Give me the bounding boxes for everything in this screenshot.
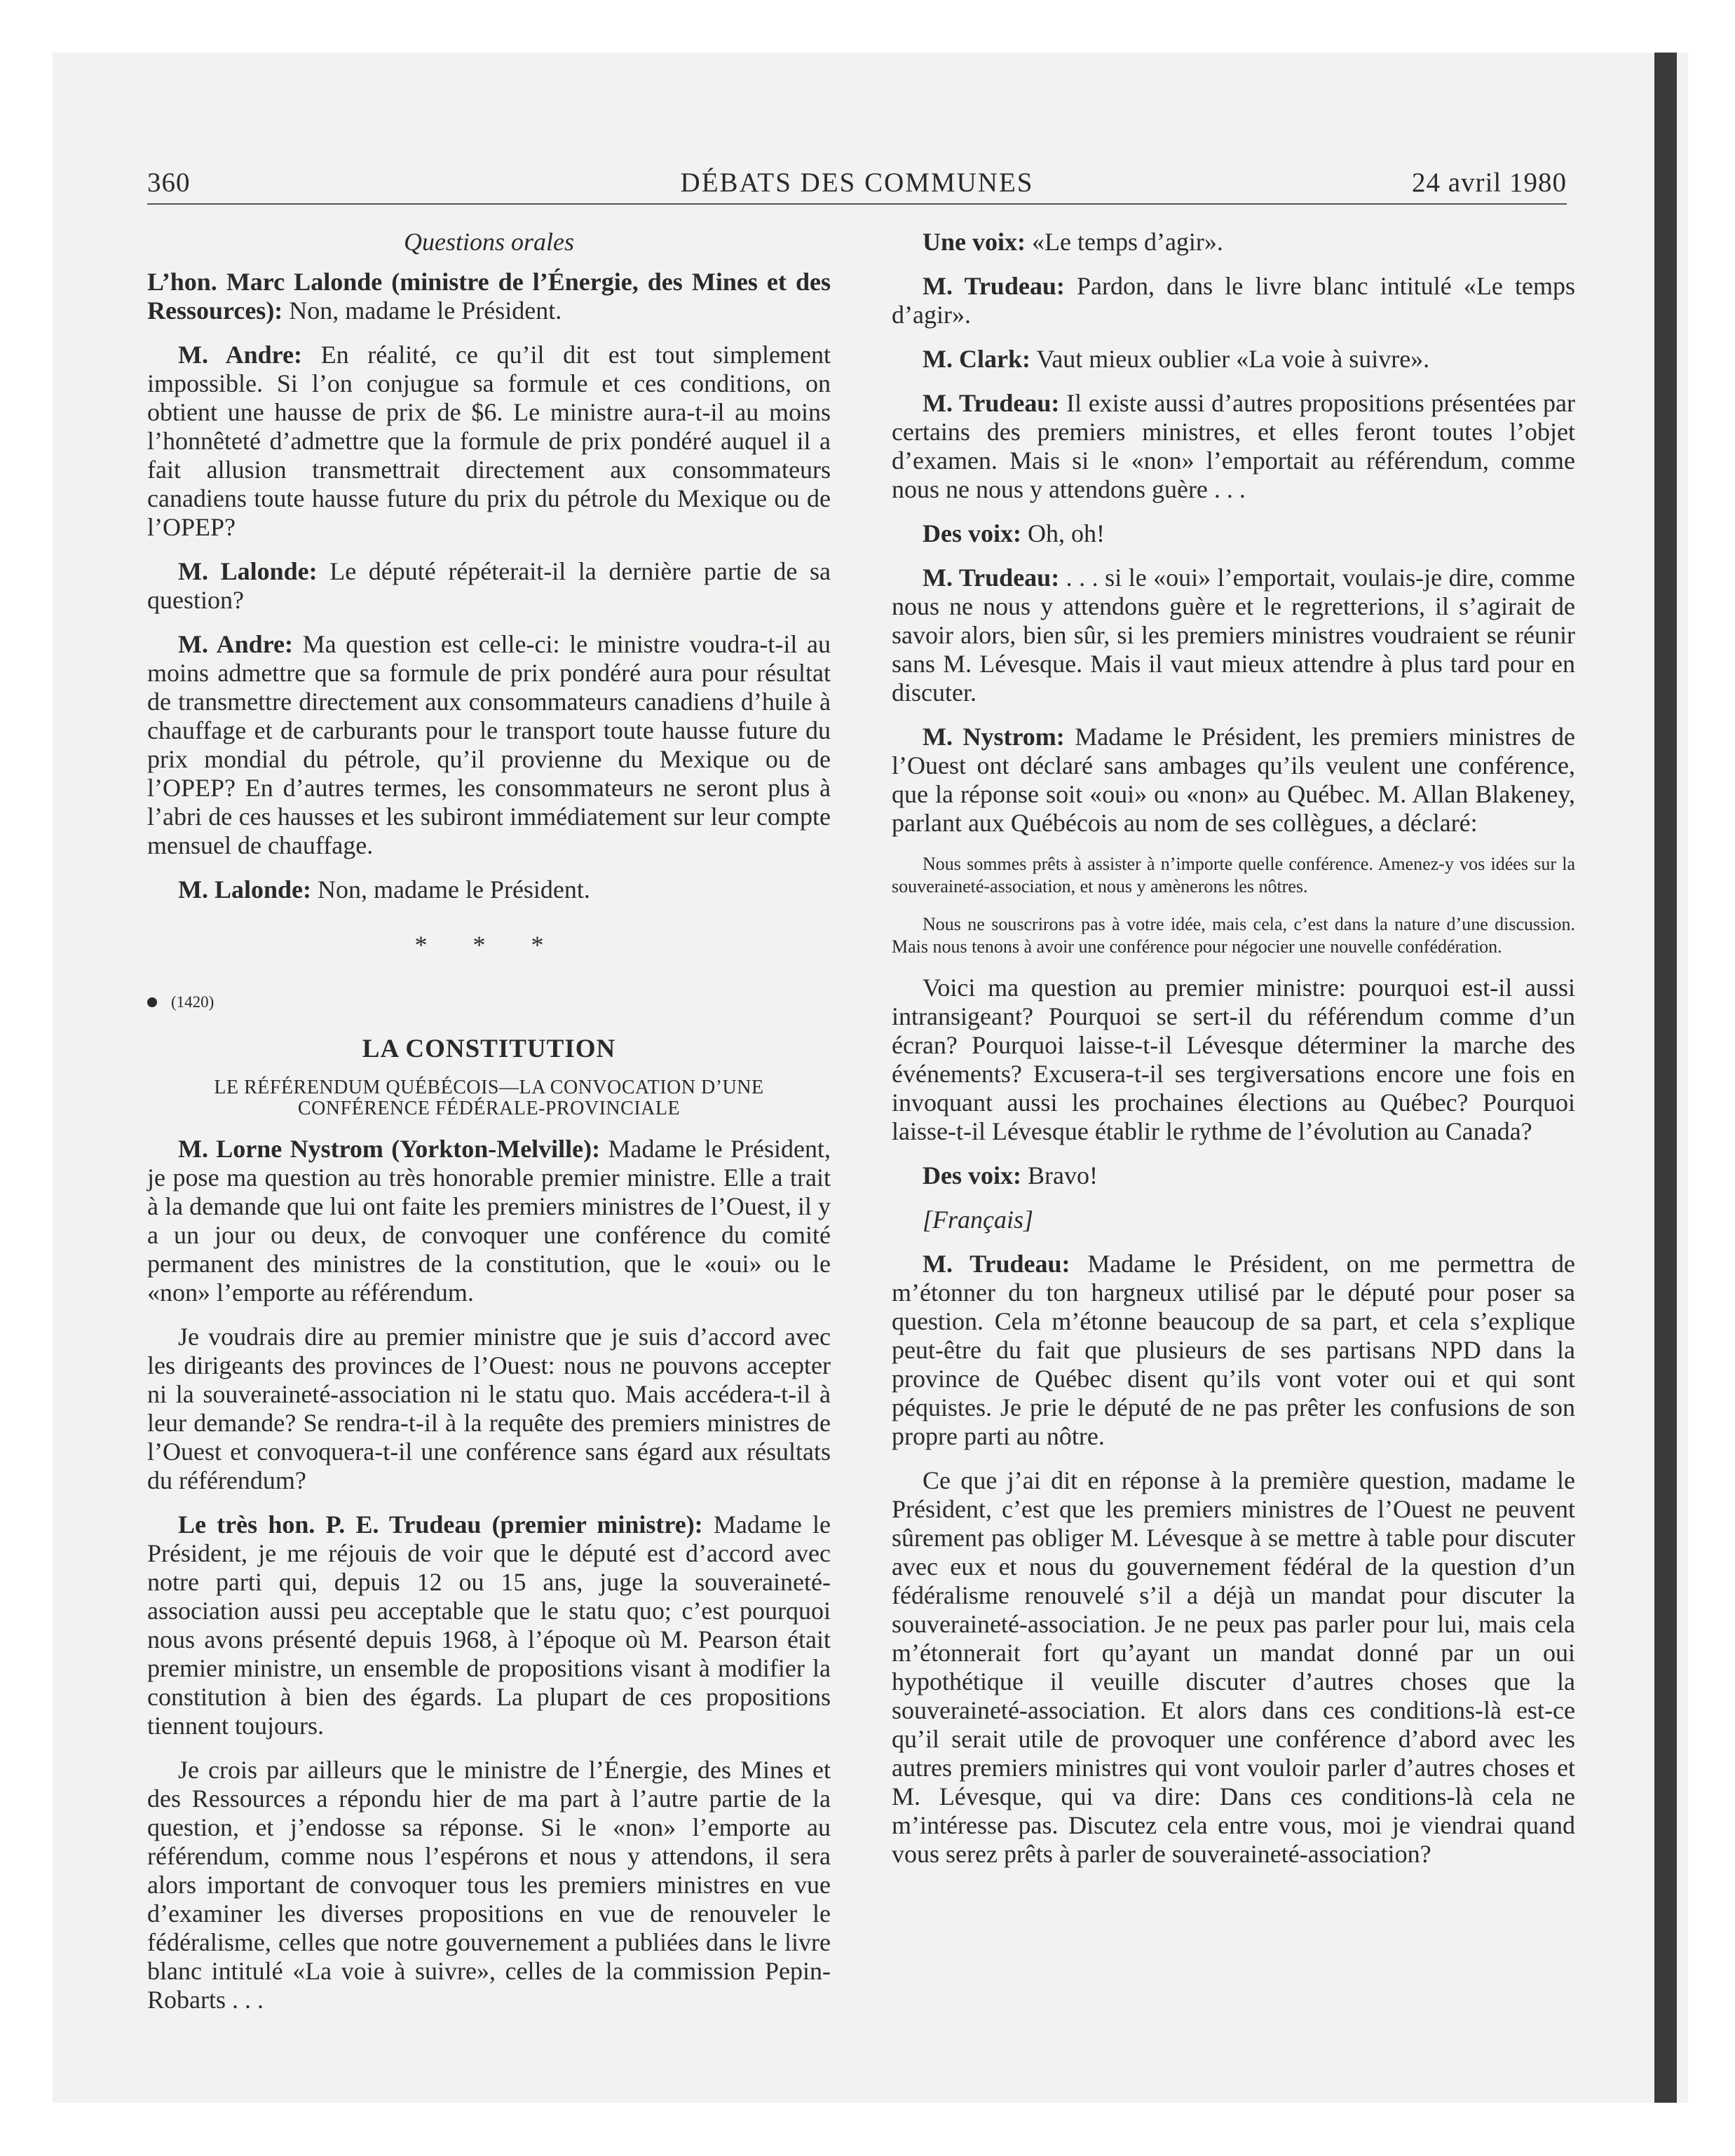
paragraph: Voici ma question au premier ministre: pourquoi est-il aussi intransigeant? Pourquoi se sert-il du référendum comme d’un écran? Pourquoi laisse-t-il Lévesque déterminer la marche des événements? Excusera-t-il ses tergiversations encore une fois en invoquant aussi les prochaines élections au Québec? Pourquoi laisse-t-il Lévesque établir le rythme de l’évolution au Canada? [892,974,1575,1145]
speaker-name: M. Trudeau: [923,1250,1070,1278]
paragraph [892,564,1575,707]
paragraph [147,341,831,542]
speech-text: Vaut mieux oublier «La voie à suivre». [1030,345,1430,373]
speech-text: Madame le Président, je me réjouis de voir que le député est d’accord avec notre parti qui, depuis 12 ou 15 ans, juge la souveraineté-association aussi peu acceptable que le statu quo; c’est pourquoi nous avons présenté depuis 1968, à l’époque où M. Pearson était premier ministre, un ensemble de propositions visant à modifier la constitution à bien des égards. La plupart de ces propositions tiennent toujours. [147,1510,831,1740]
speech-text: Non, madame le Président. [311,875,590,903]
speaker-name: M. Trudeau: [923,564,1060,592]
right-column [892,228,1575,1884]
paragraph [892,519,1575,548]
speaker-name: M. Andre: [178,341,302,369]
section-separator: * * * [414,931,564,959]
speaker-name: M. Clark: [923,345,1030,373]
page-date: 24 avril 1980 [1412,168,1567,198]
paragraph [892,1161,1575,1190]
paragraph: Je voudrais dire au premier ministre que je suis d’accord avec les dirigeants des provinces de l’Ouest: nous ne pouvons accepter ni la souveraineté-association ni le statu quo. Mais accédera-t-il à leur demande? Se rendra-t-il à la requête des premiers ministres de l’Ouest et convoquera-t-il une conférence sans égard aux résultats du référendum? [147,1323,831,1494]
block-quote: Nous sommes prêts à assister à n’importe quelle conférence. Amenez-y vos idées sur la souveraineté-association, et nous y amènerons les nôtres. [892,854,1575,896]
speaker-name: Des voix: [923,1161,1021,1189]
paragraph [147,1135,831,1307]
paragraph [147,630,831,860]
speech-text: Madame le Président, les premiers ministres de l’Ouest ont déclaré sans ambages qu’ils veulent une conférence, que la réponse soit «oui» ou «non» au Québec. M. Allan Blakeney, parlant aux Québécois au nom de ses collègues, a déclaré: [892,723,1575,837]
speech-text: Pardon, dans le livre blanc intitulé «Le temps d’agir». [892,272,1575,329]
paragraph [892,723,1575,838]
paragraph [892,389,1575,504]
paragraph [892,228,1575,257]
speaker-name: M. Trudeau: [923,389,1060,417]
speech-text: En réalité, ce qu’il dit est tout simplement impossible. Si l’on conjugue sa formule et ces conditions, on obtient une hausse de prix de $6. Le ministre aura-t-il au moins l’honnêteté d’admettre que la formule de prix pondéré auquel il a fait allusion transmettrait directement aux consommateurs canadiens toute hausse future du prix du pétrole du Mexique ou de l’OPEP? [147,341,831,541]
speaker-name: M. Lalonde: [178,557,318,585]
paragraph [892,272,1575,329]
speaker-name: M. Lalonde: [178,875,312,903]
paragraph [147,557,831,615]
paragraph [892,1250,1575,1451]
section-title: Questions orales [404,228,574,256]
speech-text: Il existe aussi d’autres propositions présentées par certains des premiers ministres, et elles feront toutes l’objet d’examen. Mais si le «non» l’emportait au référendum, comme nous ne nous y attendons guère . . . [892,389,1575,503]
speech-text: Le député répéterait-il la dernière partie de sa question? [147,557,831,614]
page-number: 360 [147,168,191,198]
topic-subheading: LE RÉFÉRENDUM QUÉBÉCOIS—LA CONVOCATION D’UNE CONFÉRENCE FÉDÉRALE-PROVINCIALE [214,1077,764,1119]
paragraph: Ce que j’ai dit en réponse à la première question, madame le Président, c’est que les premiers ministres de l’Ouest ne peuvent sûrement pas obliger M. Lévesque à se mettre à table pour discuter avec eux et nous du gouvernement fédéral de la question d’un fédéralisme renouvelé s’il a déjà un mandat pour discuter la souveraineté-association. Je ne peux pas parler pour lui, mais cela m’étonnerait fort qu’ayant un mandat donné par un oui hypothétique il veuille discuter d’autres choses que la souveraineté-association. Et alors dans ces conditions-là est-ce qu’il serait utile de provoquer une conférence d’abord avec les autres premiers ministres qui vont vouloir parler d’autres choses et M. Lévesque, qui va dire: Dans ces conditions-là cela ne m’intéresse pas. Discutez cela entre vous, moi je viendrai quand vous serez prêts à parler de souveraineté-association? [892,1466,1575,1868]
left-column [147,228,831,2030]
speaker-name: M. Trudeau: [923,272,1065,300]
paragraph: Je crois par ailleurs que le ministre de l’Énergie, des Mines et des Ressources a répondu hier de ma part à l’autre partie de la question, et j’endosse sa réponse. Si le «non» l’emporte au référendum, comme nous l’espérons et nous y attendons, il sera alors important de convoquer tous les premiers ministres en vue d’examiner les diverses propositions en vue de renouveler le fédéralisme, celles que notre gouvernement a publiées dans le livre blanc intitulé «La voie à suivre», celles de la commission Pepin-Robarts . . . [147,1756,831,2014]
block-quote: Nous ne souscrirons pas à votre idée, mais cela, c’est dans la nature d’une discussion. Mais nous tenons à avoir une conférence pour négocier une nouvelle confédération. [892,914,1575,957]
topic-heading: LA CONSTITUTION [362,1035,616,1063]
speaker-name: L’hon. Marc Lalonde (ministre de l’Énergie, des Mines et des Ressources): [147,268,831,325]
time-marker-text: (1420) [171,993,215,1011]
bullet-icon [147,997,157,1007]
speech-text: . . . si le «oui» l’emportait, voulais-je dire, comme nous ne nous y attendons guère et le regretterions, il s’agirait de savoir alors, bien sûr, si les premiers ministres voudraient se réunir sans M. Lévesque. Mais il vaut mieux attendre à plus tard pour en discuter. [892,564,1576,707]
speech-text: Madame le Président, je pose ma question au très honorable premier ministre. Elle a trait à la demande que lui ont faite les premiers ministres de l’Ouest, il y a un jour ou deux, de convoquer une conférence du comité permanent des ministres de la constitution, que le «oui» ou le «non» l’emporte au référendum. [147,1135,831,1306]
publication-title: DÉBATS DES COMMUNES [680,168,1034,198]
speech-text: Bravo! [1021,1161,1098,1189]
language-marker: [Français] [923,1206,1034,1234]
speaker-name: Une voix: [923,228,1026,256]
speaker-name: M. Nystrom: [923,723,1065,751]
scan-edge-bar [1654,53,1677,2103]
speaker-name: M. Lorne Nystrom (Yorkton-Melville): [178,1135,601,1163]
speech-text: Oh, oh! [1021,519,1105,547]
speech-text: Non, madame le Président. [283,296,562,325]
time-marker [147,988,831,1016]
speaker-name: Le très hon. P. E. Trudeau (premier ministre): [178,1510,703,1538]
speech-text: «Le temps d’agir». [1026,228,1223,256]
paragraph [147,1510,831,1740]
paragraph [147,268,831,325]
paragraph [147,875,831,904]
speaker-name: Des voix: [923,519,1021,547]
speech-text: Ma question est celle-ci: le ministre voudra-t-il au moins admettre que sa formule de prix pondéré aura pour résultat de transmettre directement aux consommateurs canadiens d’huile à chauffage et de carburants pour le transport toute hausse future du prix mondial du pétrole, qu’il provienne du Mexique ou de l’OPEP? En d’autres termes, les consommateurs ne seront plus à l’abri de ces hausses et les subiront immédiatement sur leur compte mensuel de chauffage. [147,630,831,859]
paragraph [892,345,1575,374]
page-header [147,163,1567,205]
speech-text: Madame le Président, on me permettra de m’étonner du ton hargneux utilisé par le député pour poser sa question. Cela m’étonne beaucoup de sa part, et cela s’explique peut-être du fait que plusieurs de ses partisans NPD dans la province de Québec disent qu’ils vont voter oui et qui sont péquistes. Je prie le député de ne pas prêter les confusions de son propre parti au nôtre. [892,1250,1575,1450]
speaker-name: M. Andre: [178,630,293,658]
